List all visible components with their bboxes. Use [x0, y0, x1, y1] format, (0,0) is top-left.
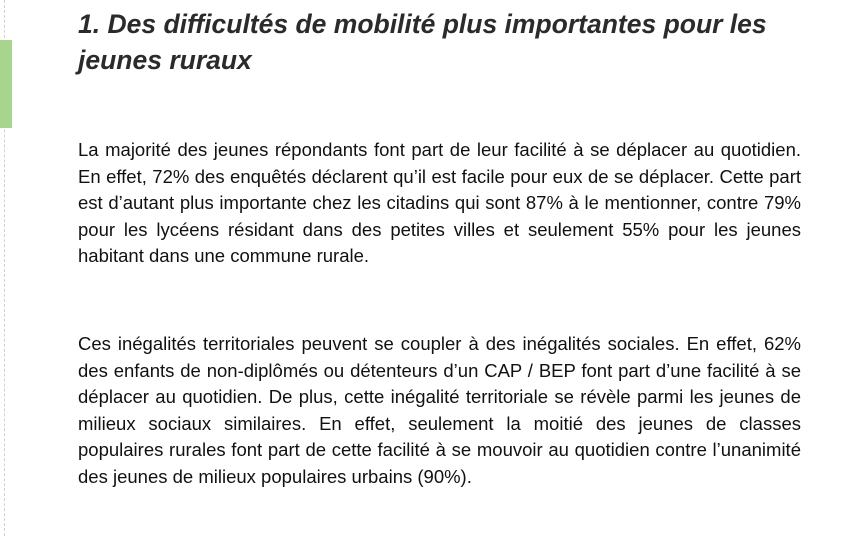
- paragraph-social-inequalities: Ces inégalités territoriales peuvent se coupler à des inégalités sociales. En effet, 62% des enfants de non-diplômés ou détenteurs d’un CAP / BEP font part d’une facilité à se déplacer au quotidien. De plus, cette inégalité territoriale se révèle parmi les jeunes de milieux sociaux similaires. En effet, seulement la moitié des jeunes de classes populaires rurales font part de cette facilité à se mouvoir au quotidien contre l’unanimité des jeunes de milieux populaires urbains (90%).: [78, 333, 801, 487]
- section-title: 1. Des difficultés de mobilité plus importantes pour les jeunes ruraux: [78, 9, 767, 75]
- section-accent-bar: [0, 40, 12, 128]
- paragraph-mobility-overview: La majorité des jeunes répondants font part de leur facilité à se déplacer au quotidien. En effet, 72% des enquêtés déclarent qu’il est facile pour eux de se déplacer. Cette part est d’autant plus importante chez les citadins qui sont 87% à le mentionner, contre 79% pour les lycéens résidant dans des petites villes et seulement 55% pour les jeunes habitant dans une commune rurale.: [78, 139, 801, 267]
